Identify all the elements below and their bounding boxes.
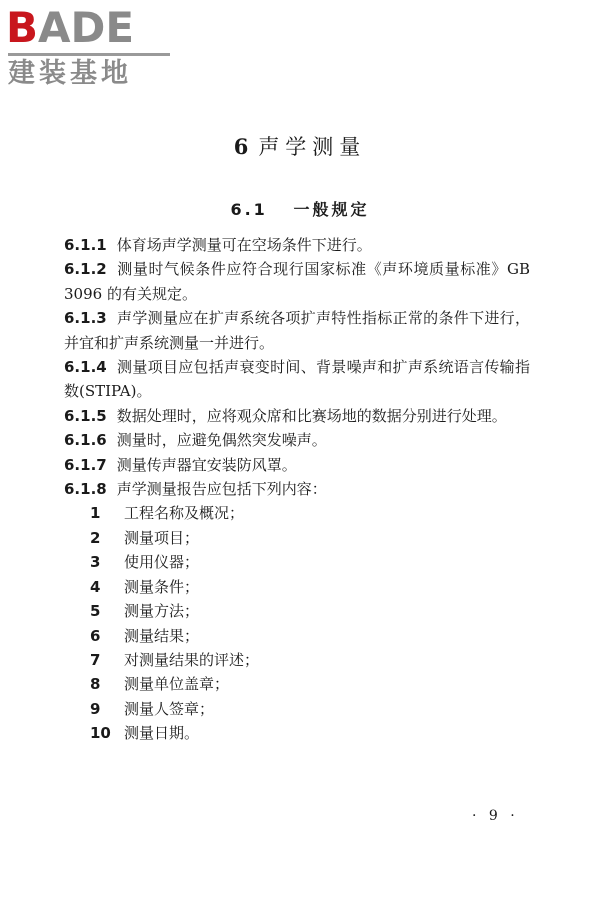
clause-6-1-3 <box>64 306 530 355</box>
clause-text: 声学测量报告应包括下列内容： <box>116 480 327 499</box>
page-number: · 9 · <box>472 808 519 824</box>
list-item <box>64 624 530 648</box>
list-item-number: 8 <box>90 675 101 694</box>
list-item-number: 3 <box>90 553 101 572</box>
list-item-number: 2 <box>90 528 101 547</box>
list-item-number: 6 <box>90 626 101 645</box>
clause-6-1-6 <box>64 428 530 452</box>
logo-wordmark <box>6 4 134 52</box>
clause-6-1-1 <box>64 233 530 257</box>
chapter-number: 6 <box>233 134 249 159</box>
clause-number: 6.1.1 <box>64 236 107 254</box>
logo-letters-de: DE <box>70 3 135 52</box>
chapter-title: 声学测量 <box>258 135 367 159</box>
clause-6-1-5 <box>64 404 530 428</box>
clause-text: 测量时，应避免偶然突发噪声。 <box>116 431 327 450</box>
list-item-text: 测量人签章； <box>124 699 215 718</box>
list-item-number: 5 <box>90 602 101 621</box>
list-item-text: 工程名称及概况； <box>124 504 245 523</box>
clause-text: 体育场声学测量可在空场条件下进行。 <box>116 236 372 254</box>
list-item-text: 测量日期。 <box>124 724 200 743</box>
clause-text: 测量传声器宜安装防风罩。 <box>116 455 297 474</box>
list-item <box>64 697 530 721</box>
clause-6-1-7 <box>64 453 530 477</box>
section-title: 一般规定 <box>293 200 370 219</box>
list-item-text: 测量条件； <box>124 577 200 596</box>
list-item-number: 7 <box>90 650 101 669</box>
list-item <box>64 648 530 672</box>
clause-6-1-8 <box>64 477 530 501</box>
section-heading <box>0 200 600 220</box>
list-item-text: 测量方法； <box>124 602 200 621</box>
list-item <box>64 575 530 599</box>
clause-text: 测量时气候条件应符合现行国家标准《声环境质量标准》GB 3096 的有关规定。 <box>64 260 530 303</box>
list-item-text: 使用仪器； <box>124 553 200 572</box>
list-item-number: 1 <box>90 504 101 523</box>
clause-number: 6.1.3 <box>64 309 107 328</box>
clause-number: 6.1.7 <box>64 455 107 474</box>
clause-text: 声学测量应在扩声系统各项扩声特性指标正常的条件下进行，并宜和扩声系统测量一并进行。 <box>64 309 530 352</box>
list-item <box>64 501 530 525</box>
list-item <box>64 550 530 574</box>
logo-divider <box>8 53 170 56</box>
clause-number: 6.1.4 <box>64 358 107 377</box>
chapter-heading <box>0 134 600 160</box>
logo-letter-b: B <box>6 3 39 52</box>
list-item-text: 测量结果； <box>124 626 200 645</box>
document-body <box>64 233 530 746</box>
clause-6-1-4 <box>64 355 530 404</box>
list-item-number: 10 <box>90 724 111 743</box>
list-item <box>64 721 530 745</box>
list-item-text: 测量单位盖章； <box>124 675 230 694</box>
list-item <box>64 526 530 550</box>
section-number: 6.1 <box>230 200 268 219</box>
clause-number: 6.1.8 <box>64 480 107 499</box>
logo-chinese-text: 建装基地 <box>8 58 132 89</box>
clause-number: 6.1.2 <box>64 260 107 279</box>
list-item <box>64 672 530 696</box>
list-item <box>64 599 530 623</box>
clause-6-1-2 <box>64 257 530 306</box>
bade-logo <box>6 4 176 90</box>
clause-text: 数据处理时，应将观众席和比赛场地的数据分别进行处理。 <box>116 406 507 425</box>
clause-number: 6.1.6 <box>64 431 107 450</box>
clause-number: 6.1.5 <box>64 406 107 425</box>
list-item-number: 9 <box>90 699 101 718</box>
list-item-text: 测量项目； <box>124 528 200 547</box>
list-item-text: 对测量结果的评述； <box>124 650 260 669</box>
list-item-number: 4 <box>90 577 101 596</box>
logo-letter-a: A <box>38 3 71 52</box>
clause-text: 测量项目应包括声衰变时间、背景噪声和扩声系统语言传输指数(STIPA)。 <box>64 358 530 401</box>
